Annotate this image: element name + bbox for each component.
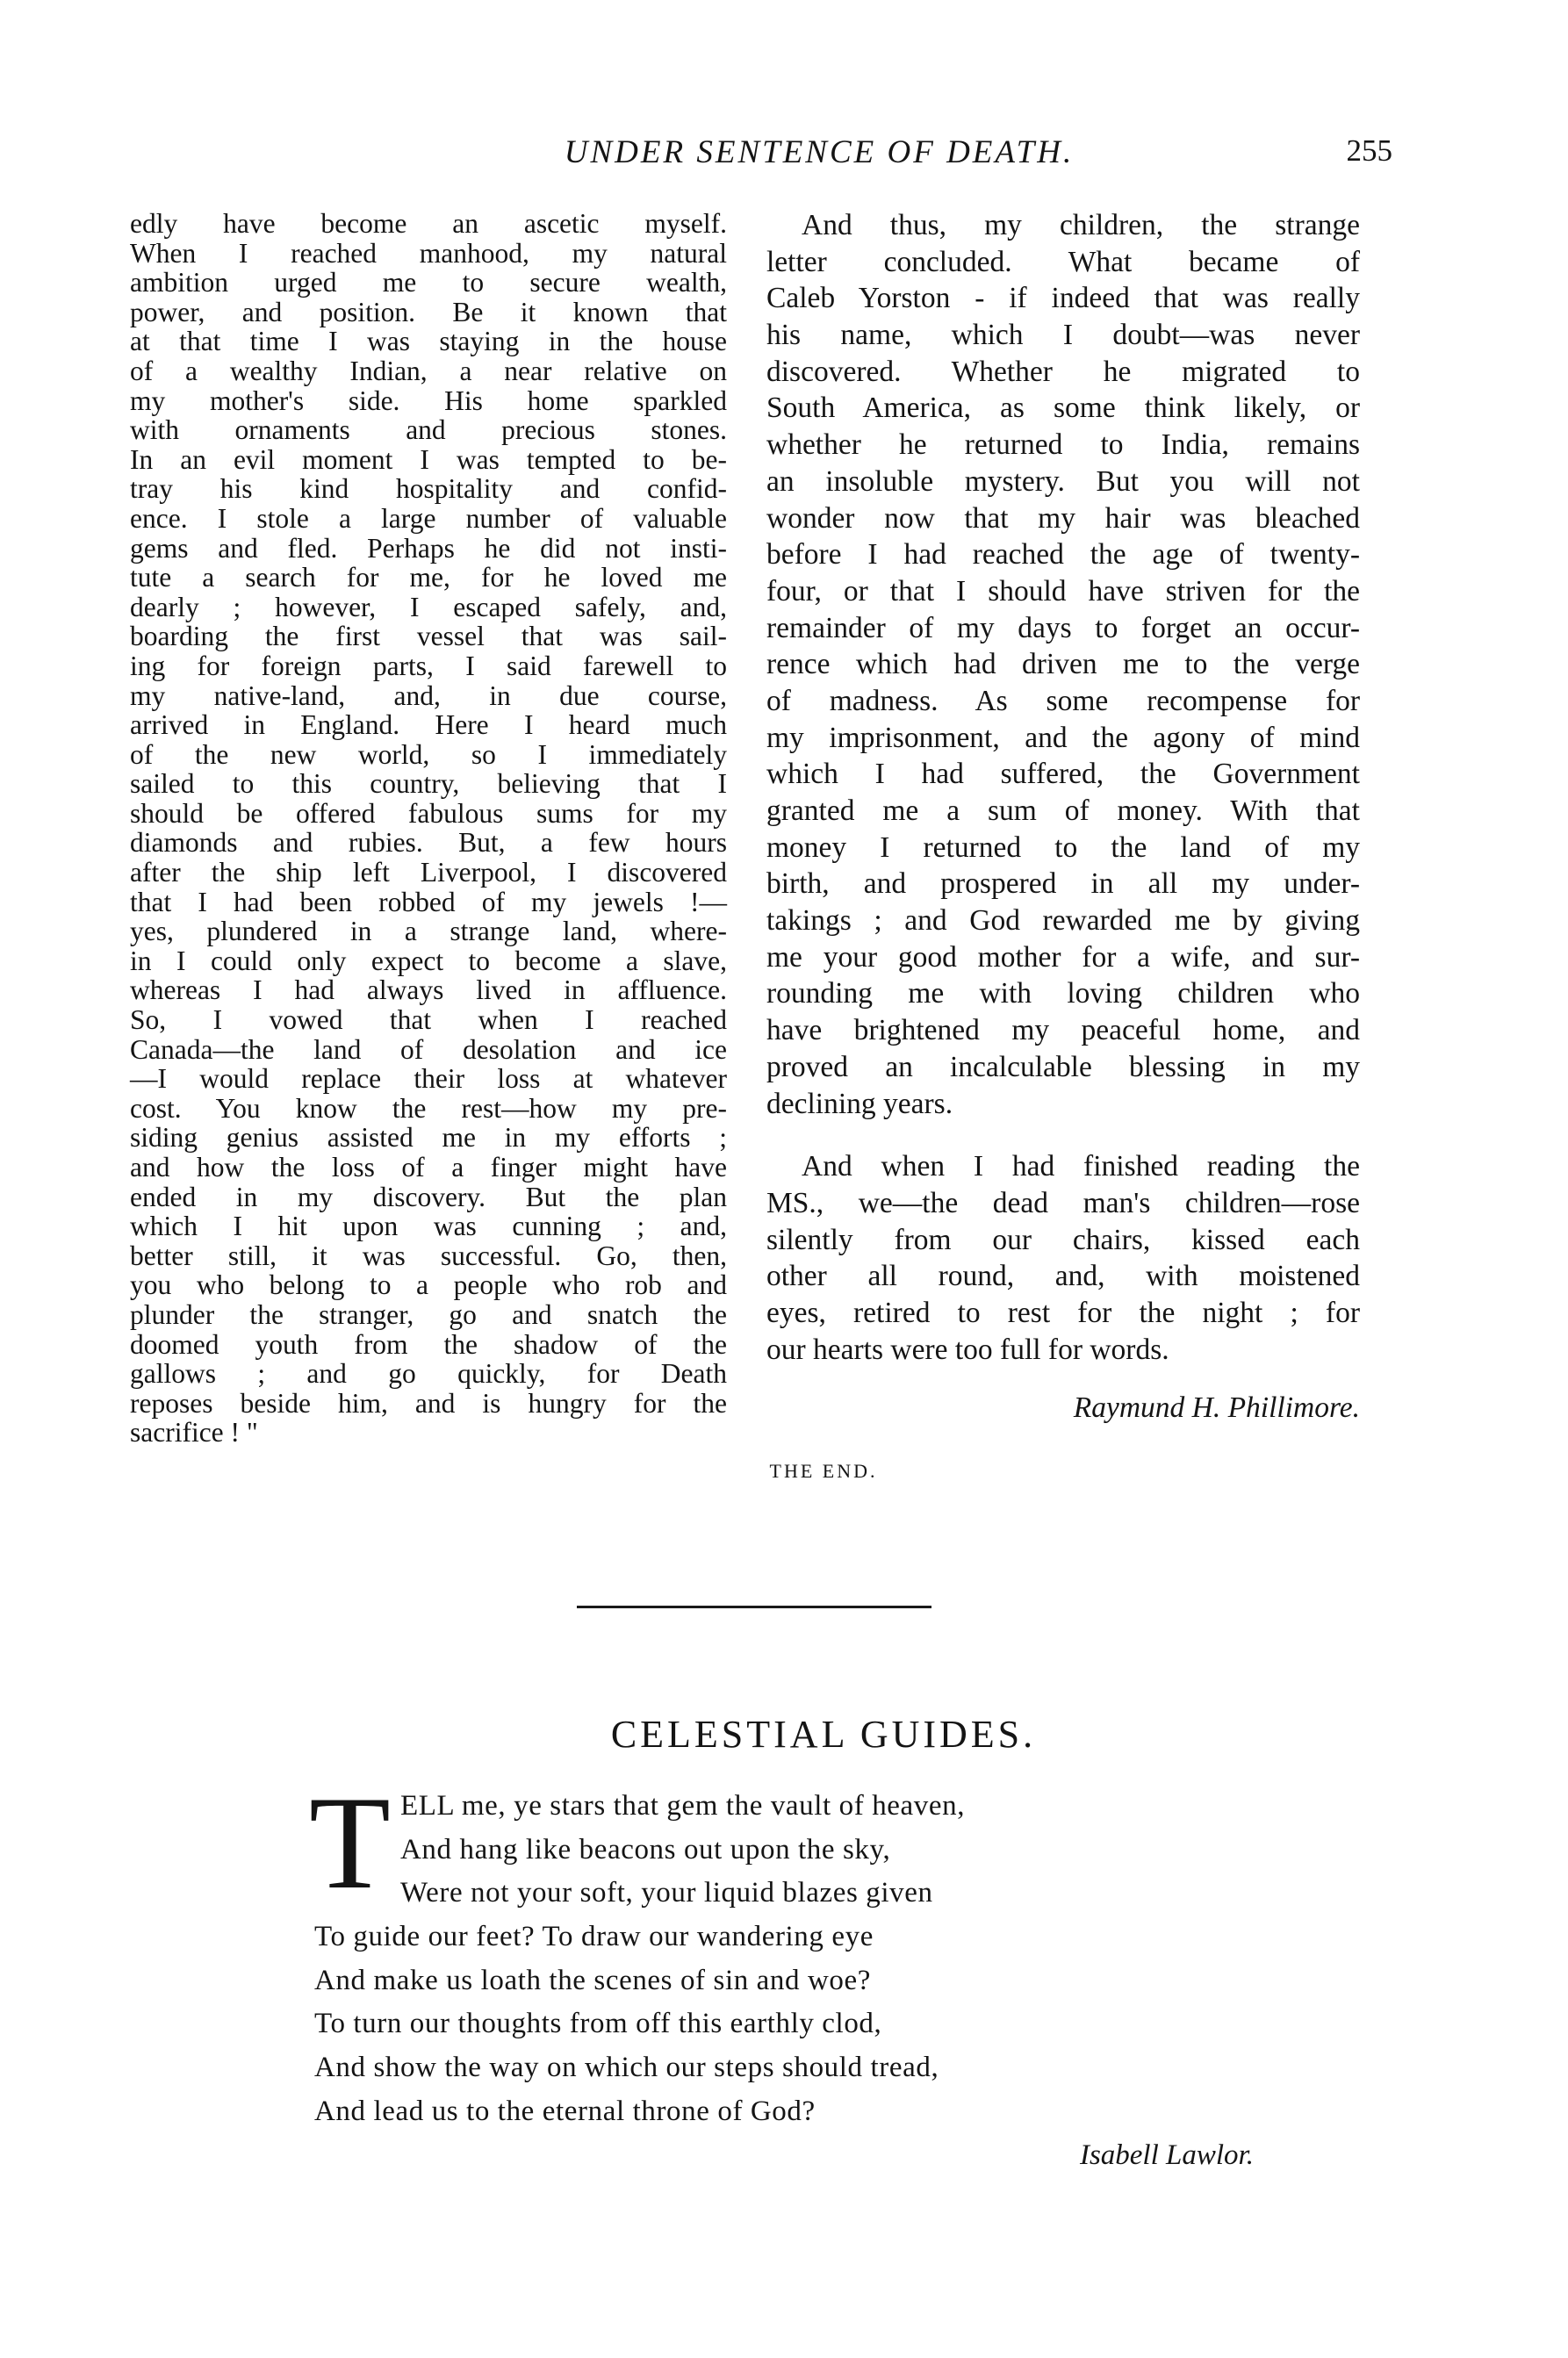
text-line: sacrifice ! " [130,1417,258,1449]
text-line: my imprisonment, and the agony of mind [766,721,1360,754]
story-author-signature: Raymund H. Phillimore. [1073,1391,1360,1424]
poem-line: And hang like beacons out upon the sky, [400,1833,891,1866]
text-line: me your good mother for a wife, and sur- [766,940,1360,974]
running-title: UNDER SENTENCE OF DEATH. [564,134,1075,170]
text-line: birth, and prospered in all my under- [766,867,1360,901]
text-line: sailed to this country, believing that I [130,768,727,800]
text-line: whereas I had always lived in affluence. [130,974,727,1006]
poem-line: ELL me, ye stars that gem the vault of heaven, [400,1790,966,1822]
text-line: tray his kind hospitality and confid- [130,473,727,505]
text-line: that I had been robbed of my jewels !— [130,886,727,917]
text-line: four, or that I should have striven for the [766,574,1360,607]
text-line: my native-land, and, in due course, [130,679,727,711]
section-divider [577,1606,931,1608]
poem-line: And make us loath the scenes of sin and woe? [314,1964,871,1996]
text-line: dearly ; however, I escaped safely, and, [130,591,727,622]
running-head [123,133,1392,177]
text-line: South America, as some think likely, or [766,392,1360,425]
text-line: plunder the stranger, go and snatch the [130,1298,727,1330]
text-line: other all round, and, with moistened [766,1260,1360,1293]
text-line: my mother's side. His home sparkled [130,385,727,416]
text-line: takings ; and God rewarded me by giving [766,904,1360,938]
text-line: ambition urged me to secure wealth, [130,267,727,298]
text-line: proved an incalculable blessing in my [766,1050,1360,1083]
text-line: edly have become an ascetic myself. [130,208,727,239]
text-line: reposes beside him, and is hungry for the [130,1387,727,1419]
text-line: And when I had finished reading the [802,1150,1360,1183]
text-line: ing for foreign parts, I said farewell to [130,650,727,681]
text-line: So, I vowed that when I reached [130,1004,727,1036]
text-line: our hearts were too full for words. [766,1333,1169,1366]
text-line: When I reached manhood, my natural [130,237,727,269]
text-line: yes, plundered in a strange land, where- [130,916,727,947]
poem-body [314,1785,1157,2134]
right-column-paragraph-1 [766,207,1360,1122]
text-line: have brightened my peaceful home, and [766,1014,1360,1047]
text-line: —I would replace their loss at whatever [130,1063,727,1095]
text-line: doomed youth from the shadow of the [130,1328,727,1360]
poem-line: And show the way on which our steps should tread, [314,2052,939,2084]
right-column-paragraph-2 [766,1148,1360,1368]
text-line: at that time I was staying in the house [130,326,727,357]
poem-title: CELESTIAL GUIDES. [610,1713,1037,1756]
text-line: granted me a sum of money. With that [766,794,1360,827]
page-number: 255 [1346,133,1392,168]
text-line: arrived in England. Here I heard much [130,709,727,741]
text-line: Canada—the land of desolation and ice [130,1033,727,1065]
text-line: boarding the first vessel that was sail- [130,621,727,652]
text-line: remainder of my days to forget an occur- [766,611,1360,644]
text-line: rounding me with loving children who [766,977,1360,1010]
right-column [766,207,1360,1368]
text-line: of the new world, so I immediately [130,738,727,770]
text-line: In an evil moment I was tempted to be- [130,443,727,475]
text-line: in I could only expect to become a slave, [130,945,727,976]
poem-line: And lead us to the eternal throne of God? [314,2095,816,2127]
text-line: MS., we—the dead man's children—rose [766,1186,1360,1219]
text-line: which I had suffered, the Government [766,758,1360,791]
text-line: his name, which I doubt—was never [766,319,1360,352]
text-line: ence. I stole a large number of valuable [130,502,727,534]
text-line: tute a search for me, for he loved me [130,562,727,593]
text-line: power, and position. Be it known that [130,296,727,327]
text-line: silently from our chairs, kissed each [766,1223,1360,1256]
text-line: gallows ; and go quickly, for Death [130,1358,727,1390]
text-line: should be offered fabulous sums for my [130,797,727,829]
text-line: better still, it was successful. Go, then, [130,1240,727,1271]
text-line: discovered. Whether he migrated to [766,355,1360,388]
poem-line: Were not your soft, your liquid blazes given [400,1877,933,1909]
poem-author-signature: Isabell Lawlor. [1079,2139,1254,2171]
poem-drop-cap: T [309,1769,391,1916]
left-column [130,209,727,1448]
text-line: diamonds and rubies. But, a few hours [130,827,727,859]
text-line: siding genius assisted me in my efforts ; [130,1122,727,1154]
text-line: of madness. As some recompense for [766,684,1360,717]
text-line: letter concluded. What became of [766,245,1360,278]
text-line: which I hit upon was cunning ; and, [130,1211,727,1242]
text-line: an insoluble mystery. But you will not [766,464,1360,498]
text-line: you who belong to a people who rob and [130,1269,727,1301]
text-line: with ornaments and precious stones. [130,414,727,446]
text-line: and how the loss of a finger might have [130,1152,727,1183]
text-line: whether he returned to India, remains [766,428,1360,462]
text-line: after the ship left Liverpool, I discovered [130,857,727,888]
text-line: before I had reached the age of twenty- [766,538,1360,572]
the-end-marker: THE END. [769,1460,878,1482]
text-line: cost. You know the rest—how my pre- [130,1092,727,1124]
text-line: of a wealthy Indian, a near relative on [130,355,727,386]
text-line: rence which had driven me to the verge [766,648,1360,681]
text-line: gems and fled. Perhaps he did not insti- [130,532,727,564]
text-line: Caleb Yorston - if indeed that was really [766,282,1360,315]
text-line: wonder now that my hair was bleached [766,501,1360,535]
poem-line: To turn our thoughts from off this earthly clod, [314,2008,882,2040]
poem-line: To guide our feet? To draw our wandering eye [314,1921,874,1953]
text-line: declining years. [766,1087,953,1120]
text-line: ended in my discovery. But the plan [130,1181,727,1212]
text-line: money I returned to the land of my [766,830,1360,864]
text-line: eyes, retired to rest for the night ; for [766,1296,1360,1329]
text-line: And thus, my children, the strange [802,209,1360,241]
